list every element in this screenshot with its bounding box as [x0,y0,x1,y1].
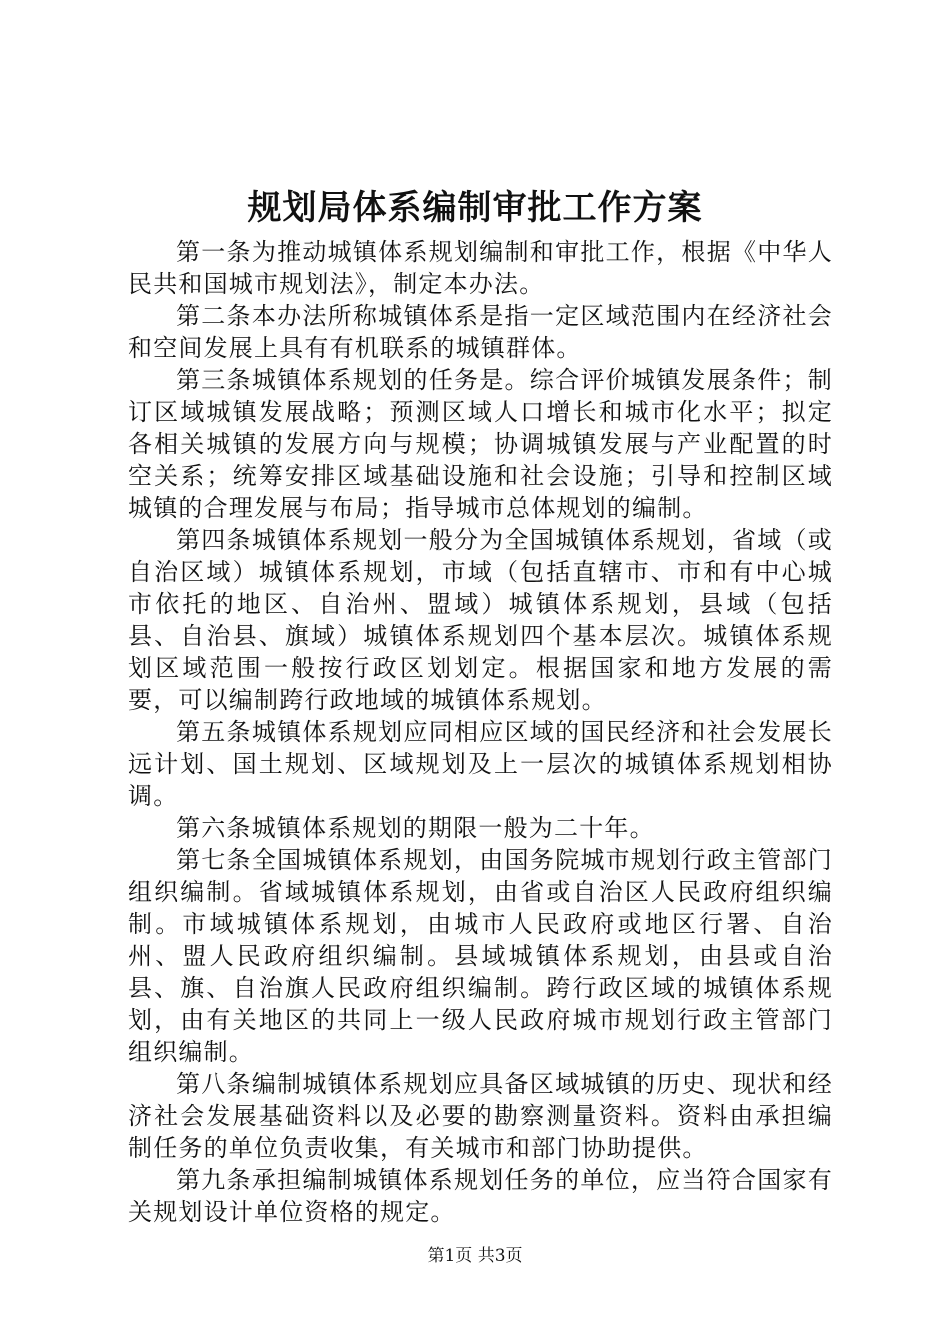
document-title: 规划局体系编制审批工作方案 [247,188,703,228]
page-number-footer: 第1页 共3页 [427,1246,523,1266]
paragraph-article-4: 第四条城镇体系规划一般分为全国城镇体系规划，省域（或自治区域）城镇体系规划，市域（包括直辖市、市和有中心城市依托的地区、自治州、盟域）城镇体系规划，县域（包括县、自治县、旗域）城镇体系规划四个基本层次。城镇体系规划区域范围一般按行政区划划定。根据国家和地方发展的需要，可以编制跨行政地域的城镇体系规划。 [128,526,833,714]
paragraph-article-3: 第三条城镇体系规划的任务是。综合评价城镇发展条件；制订区域城镇发展战略；预测区域人口增长和城市化水平；拟定各相关城镇的发展方向与规模；协调城镇发展与产业配置的时空关系；统筹安排区域基础设施和社会设施；引导和控制区域城镇的合理发展与布局；指导城市总体规划的编制。 [128,366,833,522]
paragraph-article-9: 第九条承担编制城镇体系规划任务的单位，应当符合国家有关规划设计单位资格的规定。 [128,1166,833,1226]
paragraph-article-2: 第二条本办法所称城镇体系是指一定区域范围内在经济社会和空间发展上具有有机联系的城镇群体。 [128,302,833,362]
paragraph-article-8: 第八条编制城镇体系规划应具备区域城镇的历史、现状和经济社会发展基础资料以及必要的勘察测量资料。资料由承担编制任务的单位负责收集，有关城市和部门协助提供。 [128,1070,833,1162]
document-body [128,236,833,1228]
paragraph-article-6: 第六条城镇体系规划的期限一般为二十年。 [176,814,655,842]
paragraph-article-1: 第一条为推动城镇体系规划编制和审批工作，根据《中华人民共和国城市规划法》，制定本办法。 [128,238,833,298]
paragraph-article-7: 第七条全国城镇体系规划，由国务院城市规划行政主管部门组织编制。省域城镇体系规划，由省或自治区人民政府组织编制。市域城镇体系规划，由城市人民政府或地区行署、自治州、盟人民政府组织编制。县域城镇体系规划，由县或自治县、旗、自治旗人民政府组织编制。跨行政区域的城镇体系规划，由有关地区的共同上一级人民政府城市规划行政主管部门组织编制。 [128,846,833,1066]
paragraph-article-5: 第五条城镇体系规划应同相应区域的国民经济和社会发展长远计划、国土规划、区域规划及上一层次的城镇体系规划相协调。 [128,718,833,810]
